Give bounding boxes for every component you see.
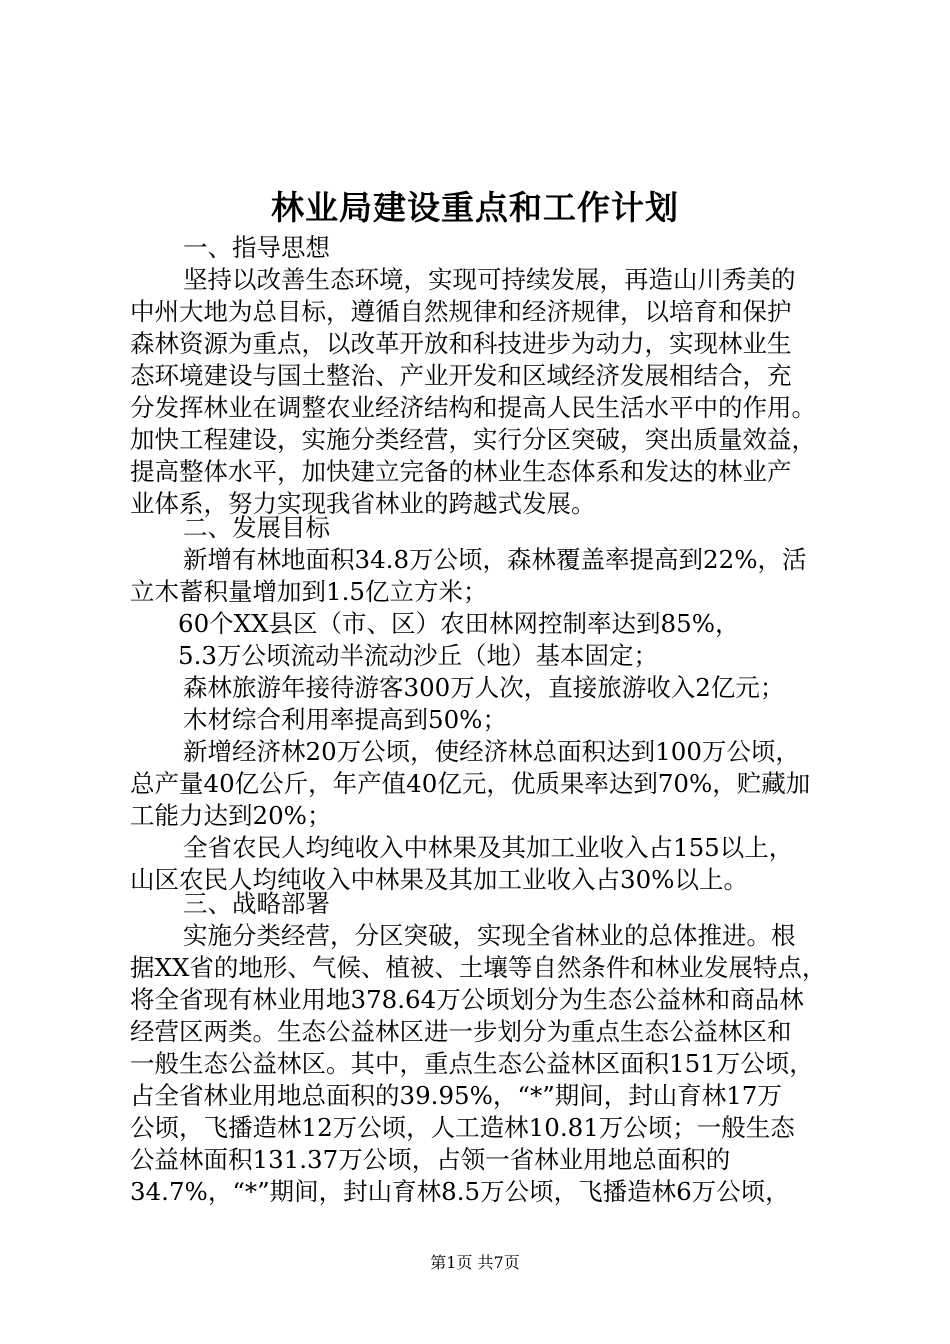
paragraph-line: 经营区两类。生态公益林区进一步划分为重点生态公益林区和	[130, 1017, 792, 1046]
paragraph-line: 加快工程建设，实施分类经营，实行分区突破，突出质量效益，	[130, 425, 816, 454]
document-title: 林业局建设重点和工作计划	[271, 188, 679, 227]
page-footer: 第1页 共7页	[430, 1253, 520, 1272]
paragraph-line: 提高整体水平，加快建立完备的林业生态体系和发达的林业产	[130, 457, 792, 486]
paragraph-line: 中州大地为总目标，遵循自然规律和经济规律，以培育和保护	[130, 297, 792, 326]
paragraph-line: 新增有林地面积34.8万公顷，森林覆盖率提高到22%，活	[183, 545, 807, 574]
paragraph-line: 将全省现有林业用地378.64万公顷划分为生态公益林和商品林	[130, 985, 804, 1014]
paragraph-line: 据XX省的地形、气候、植被、土壤等自然条件和林业发展特点，	[130, 953, 827, 982]
paragraph-line: 森林旅游年接待游客300万人次，直接旅游收入2亿元；	[183, 673, 785, 702]
section-heading-strategic-deployment: 三、战略部署	[183, 889, 330, 918]
paragraph-line: 全省农民人均纯收入中林果及其加工业收入占155以上，	[183, 833, 794, 862]
paragraph-line: 实施分类经营，分区突破，实现全省林业的总体推进。根	[183, 921, 796, 950]
paragraph-line: 木材综合利用率提高到50%；	[183, 705, 507, 734]
paragraph-line: 坚持以改善生态环境，实现可持续发展，再造山川秀美的	[183, 265, 796, 294]
paragraph-line: 一般生态公益林区。其中，重点生态公益林区面积151万公顷，	[130, 1049, 814, 1078]
paragraph-line: 业体系，努力实现我省林业的跨越式发展。	[130, 489, 596, 518]
section-heading-guiding-ideology: 一、指导思想	[183, 233, 330, 262]
paragraph-line: 立木蓄积量增加到1.5亿立方米；	[130, 577, 488, 606]
paragraph-line: 占全省林业用地总面积的39.95%，“*”期间，封山育林17万	[130, 1081, 782, 1110]
paragraph-line: 分发挥林业在调整农业经济结构和提高人民生活水平中的作用。	[130, 393, 816, 422]
paragraph-line: 态环境建设与国土整治、产业开发和区域经济发展相结合，充	[130, 361, 792, 390]
paragraph-line: 34.7%，“*”期间，封山育林8.5万公顷，飞播造林6万公顷，	[130, 1177, 790, 1206]
section-heading-development-goals: 二、发展目标	[183, 513, 330, 542]
paragraph-line: 60个XX县区（市、区）农田林网控制率达到85%，	[178, 609, 740, 638]
paragraph-line: 公顷，飞播造林12万公顷，人工造林10.81万公顷；一般生态	[130, 1113, 795, 1142]
paragraph-line: 5.3万公顷流动半流动沙丘（地）基本固定；	[178, 641, 658, 670]
paragraph-line: 公益林面积131.37万公顷，占领一省林业用地总面积的	[130, 1145, 731, 1174]
paragraph-line: 森林资源为重点，以改革开放和科技进步为动力，实现林业生	[130, 329, 792, 358]
paragraph-line: 山区农民人均纯收入中林果及其加工业收入占30%以上。	[130, 865, 748, 894]
paragraph-line: 工能力达到20%；	[130, 801, 332, 830]
paragraph-line: 总产量40亿公斤，年产值40亿元，优质果率达到70%，贮藏加	[130, 769, 811, 798]
paragraph-line: 新增经济林20万公顷，使经济林总面积达到100万公顷，	[183, 737, 800, 766]
